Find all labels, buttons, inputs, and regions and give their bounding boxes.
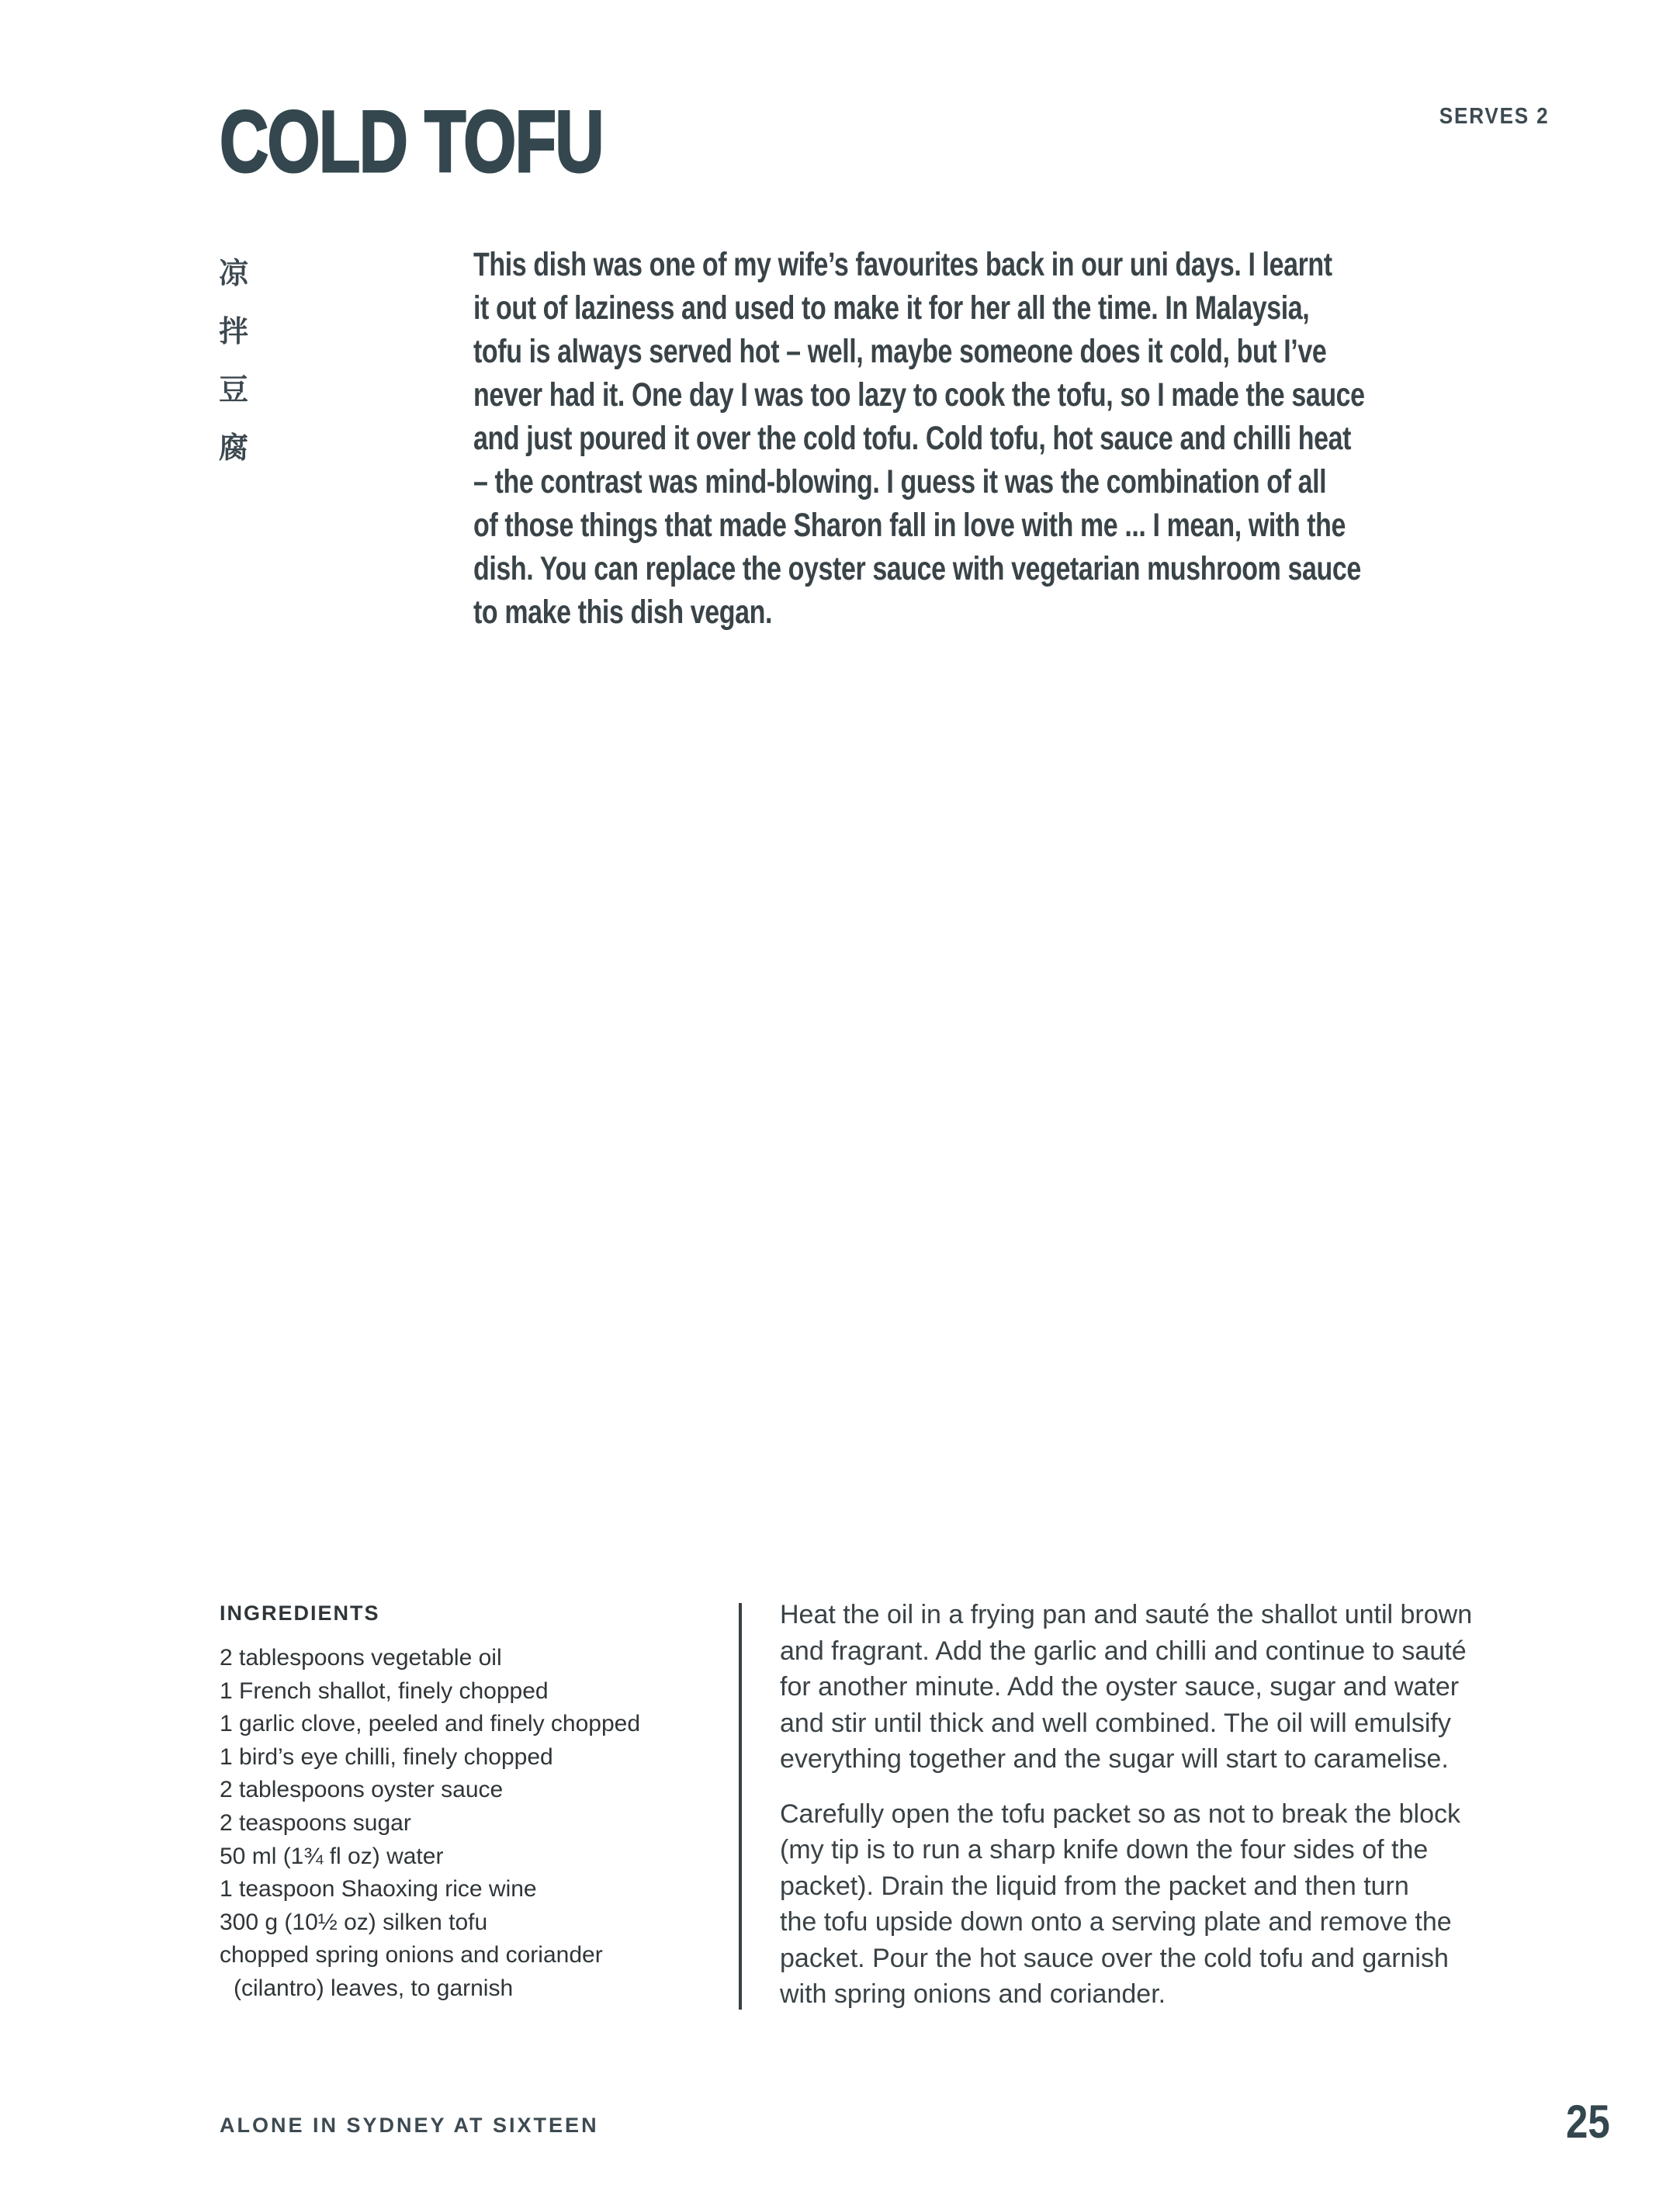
chinese-char: 凉	[219, 256, 249, 290]
method-line: packet). Drain the liquid from the packet and then turn	[780, 1871, 1409, 1901]
ingredient-item: 2 teaspoons sugar	[220, 1809, 411, 1836]
method-text	[780, 1597, 1472, 2031]
method-line: everything together and the sugar will start to caramelise.	[780, 1744, 1449, 1774]
chinese-char: 腐	[219, 431, 249, 465]
ingredient-item: 300 g (10½ oz) silken tofu	[220, 1909, 488, 1935]
ingredients-list	[220, 1642, 640, 2006]
method-line: and fragrant. Add the garlic and chilli and continue to sauté	[780, 1636, 1467, 1666]
method-line: with spring onions and coriander.	[780, 1979, 1166, 2009]
ingredient-item: 1 teaspoon Shaoxing rice wine	[220, 1876, 537, 1903]
ingredient-item: 50 ml (1¾ fl oz) water	[220, 1843, 444, 1869]
intro-line: tofu is always served hot – well, maybe someone does it cold, but I’ve	[473, 333, 1327, 370]
chinese-char: 豆	[219, 372, 249, 407]
intro-paragraph	[473, 243, 1365, 634]
serves-label: SERVES 2	[1439, 104, 1550, 129]
intro-line: to make this dish vegan.	[473, 594, 773, 631]
recipe-title: COLD TOFU	[220, 93, 603, 190]
ingredient-item-continuation: (cilantro) leaves, to garnish	[234, 1975, 514, 2001]
intro-line: dish. You can replace the oyster sauce with vegetarian mushroom sauce	[473, 550, 1361, 587]
column-divider	[739, 1603, 742, 2010]
ingredient-item: 2 tablespoons vegetable oil	[220, 1645, 502, 1671]
method-line: (my tip is to run a sharp knife down the four sides of the	[780, 1835, 1429, 1864]
intro-line: – the contrast was mind-blowing. I guess it was the combination of all	[473, 463, 1327, 500]
intro-line: This dish was one of my wife’s favourites back in our uni days. I learnt	[473, 246, 1332, 283]
chinese-char: 拌	[219, 314, 249, 348]
ingredient-item: 2 tablespoons oyster sauce	[220, 1777, 504, 1803]
intro-line: of those things that made Sharon fall in love with me ... I mean, with the	[473, 507, 1346, 544]
ingredient-item: 1 bird’s eye chilli, finely chopped	[220, 1743, 553, 1770]
method-line: Heat the oil in a frying pan and sauté the shallot until brown	[780, 1600, 1473, 1629]
method-line: the tofu upside down onto a serving plate and remove the	[780, 1907, 1452, 1937]
method-line: for another minute. Add the oyster sauce, sugar and water	[780, 1672, 1460, 1702]
method-line: and stir until thick and well combined. The oil will emulsify	[780, 1708, 1451, 1738]
intro-line: and just poured it over the cold tofu. Cold tofu, hot sauce and chilli heat	[473, 420, 1352, 457]
intro-line: it out of laziness and used to make it for her all the time. In Malaysia,	[473, 289, 1310, 327]
method-paragraph	[780, 1597, 1472, 1778]
footer-section-title: ALONE IN SYDNEY AT SIXTEEN	[220, 2114, 599, 2137]
ingredient-item: chopped spring onions and coriander	[220, 1942, 603, 1968]
page-number: 25	[1566, 2096, 1610, 2148]
ingredients-heading: INGREDIENTS	[220, 1601, 380, 1625]
ingredient-item: 1 garlic clove, peeled and finely chopped	[220, 1711, 641, 1737]
ingredient-item: 1 French shallot, finely chopped	[220, 1678, 549, 1704]
chinese-title	[219, 244, 248, 477]
method-line: Carefully open the tofu packet so as not to break the block	[780, 1799, 1460, 1829]
method-line: packet. Pour the hot sauce over the cold tofu and garnish	[780, 1943, 1449, 1973]
intro-line: never had it. One day I was too lazy to cook the tofu, so I made the sauce	[473, 376, 1365, 414]
method-paragraph	[780, 1796, 1472, 2013]
